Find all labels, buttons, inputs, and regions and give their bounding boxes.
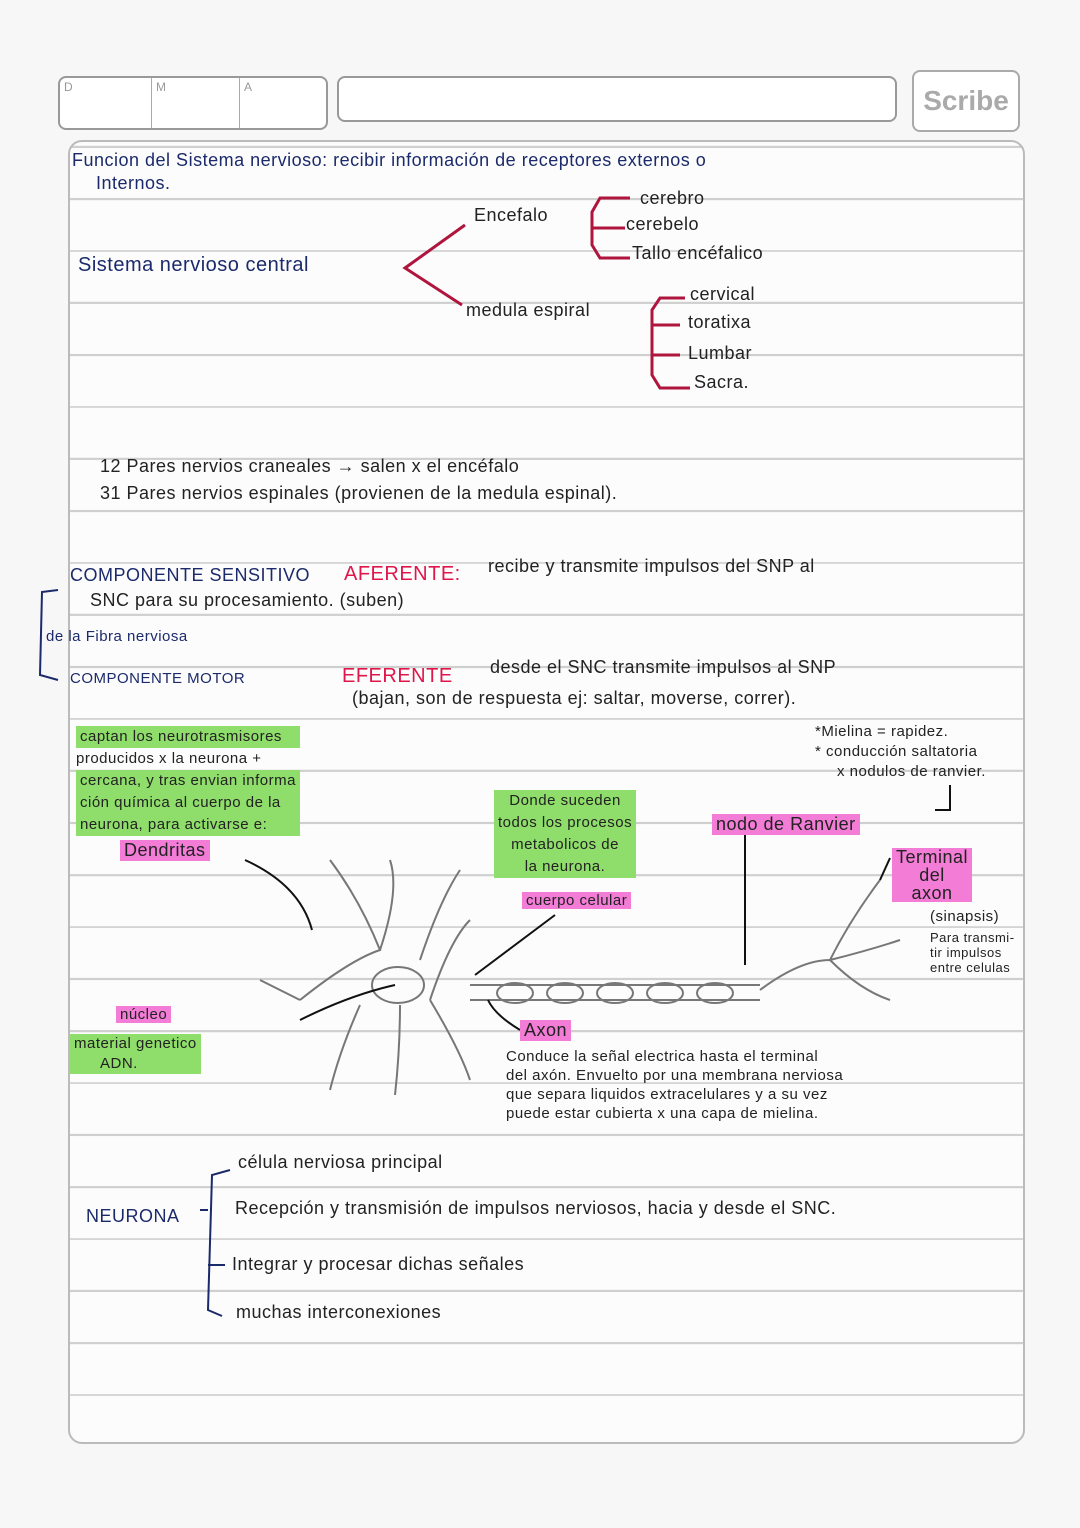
cell-body-label: cuerpo celular <box>522 892 631 909</box>
day-cell: D <box>60 78 152 128</box>
note-line: Donde suceden <box>509 792 621 809</box>
scribe-logo: Scribe <box>912 70 1020 132</box>
encefalo-part: cerebelo <box>626 214 700 234</box>
note-line: Terminal <box>896 847 969 867</box>
fibra-label: de la Fibra nerviosa <box>46 628 188 645</box>
medula-part: Sacra. <box>694 372 750 392</box>
note-line: Conduce la señal electrica hasta el terminal <box>506 1048 819 1065</box>
axon-note <box>506 1047 843 1123</box>
note-line: ADN. <box>100 1055 138 1072</box>
neurona-item: muchas interconexiones <box>236 1302 442 1322</box>
motor-text: desde el SNC transmite impulsos al SNP <box>490 657 837 677</box>
axon-label: Axon <box>520 1020 571 1041</box>
neurona-bracket <box>200 1170 230 1316</box>
neurona-item: Integrar y procesar dichas señales <box>232 1254 525 1274</box>
note-line: todos los procesos <box>498 814 633 831</box>
note-line: *Mielina = rapidez. <box>815 723 949 740</box>
ranvier-label: nodo de Ranvier <box>712 814 860 835</box>
neurona-item: célula nerviosa principal <box>238 1152 443 1172</box>
efferent-label: EFERENTE <box>342 665 453 687</box>
motor-label: COMPONENTE MOTOR <box>70 670 246 687</box>
note-line: ción química al cuerpo de la <box>76 792 300 814</box>
medula-part: toratixa <box>688 312 752 332</box>
medula-part: Lumbar <box>688 343 753 363</box>
nucleus-note <box>70 1034 201 1074</box>
synapse-label: (sinapsis) <box>930 908 1000 925</box>
encefalo-part: cerebro <box>640 188 705 208</box>
sensitive-text-2: SNC para su procesamiento. (suben) <box>90 590 405 610</box>
motor-text-2: (bajan, son de respuesta ej: saltar, moverse, correr). <box>352 688 797 708</box>
note-line: Para transmi- <box>930 930 1015 945</box>
afferent-label: AFERENTE: <box>344 563 461 585</box>
sensitive-text: recibe y transmite impulsos del SNP al <box>488 556 815 576</box>
note-line: material genetico <box>74 1035 197 1052</box>
encefalo-part: Tallo encéfalico <box>632 243 764 263</box>
month-cell: M <box>152 78 240 128</box>
cell-body-note <box>494 790 636 878</box>
note-line: del axón. Envuelto por una membrana nerviosa <box>506 1067 844 1084</box>
neurona-item: Recepción y transmisión de impulsos nerviosos, hacia y desde el SNC. <box>235 1198 837 1218</box>
note-line: que separa liquidos extracelulares y a su vez <box>506 1086 828 1103</box>
note-line: x nodulos de ranvier. <box>837 763 986 780</box>
note-line: del <box>919 865 945 885</box>
medula-part: cervical <box>690 284 756 304</box>
sensitive-label: COMPONENTE SENSITIVO <box>70 565 311 585</box>
note-line: producidos x la neurona + <box>76 750 262 767</box>
year-cell: A <box>244 80 253 94</box>
note-line: tir impulsos <box>930 945 1002 960</box>
note-line: * conducción saltatoria <box>815 743 978 760</box>
myelin-note <box>815 722 986 782</box>
terminal-note <box>930 930 1015 975</box>
note-line: neurona, para activarse e: <box>76 814 300 836</box>
cranial-nerves: 12 Pares nervios craneales → salen x el encéfalo <box>100 456 520 476</box>
dendrite-note <box>76 726 300 836</box>
note-line: captan los neurotrasmisores <box>76 726 300 748</box>
note-line: puede estar cubierta x una capa de mielina. <box>506 1105 819 1122</box>
note-line: cercana, y tras envian informa <box>76 770 300 792</box>
axon-terminal-label <box>892 848 972 902</box>
note-line: entre celulas <box>930 960 1011 975</box>
neurona-title: NEURONA <box>86 1206 180 1226</box>
dendrites-label: Dendritas <box>120 840 210 861</box>
medula-label: medula espiral <box>466 300 591 320</box>
spinal-nerves: 31 Pares nervios espinales (provienen de la medula espinal). <box>100 483 618 503</box>
encefalo-label: Encefalo <box>474 205 549 225</box>
intro-line-2: Internos. <box>96 173 171 193</box>
note-line: la neurona. <box>524 858 606 875</box>
nucleus-label: núcleo <box>116 1006 171 1023</box>
note-line: axon <box>911 883 953 903</box>
intro-line-1: Funcion del Sistema nervioso: recibir información de receptores externos o <box>72 150 707 170</box>
note-line: metabolicos de <box>511 836 619 853</box>
snc-title: Sistema nervioso central <box>78 254 309 276</box>
